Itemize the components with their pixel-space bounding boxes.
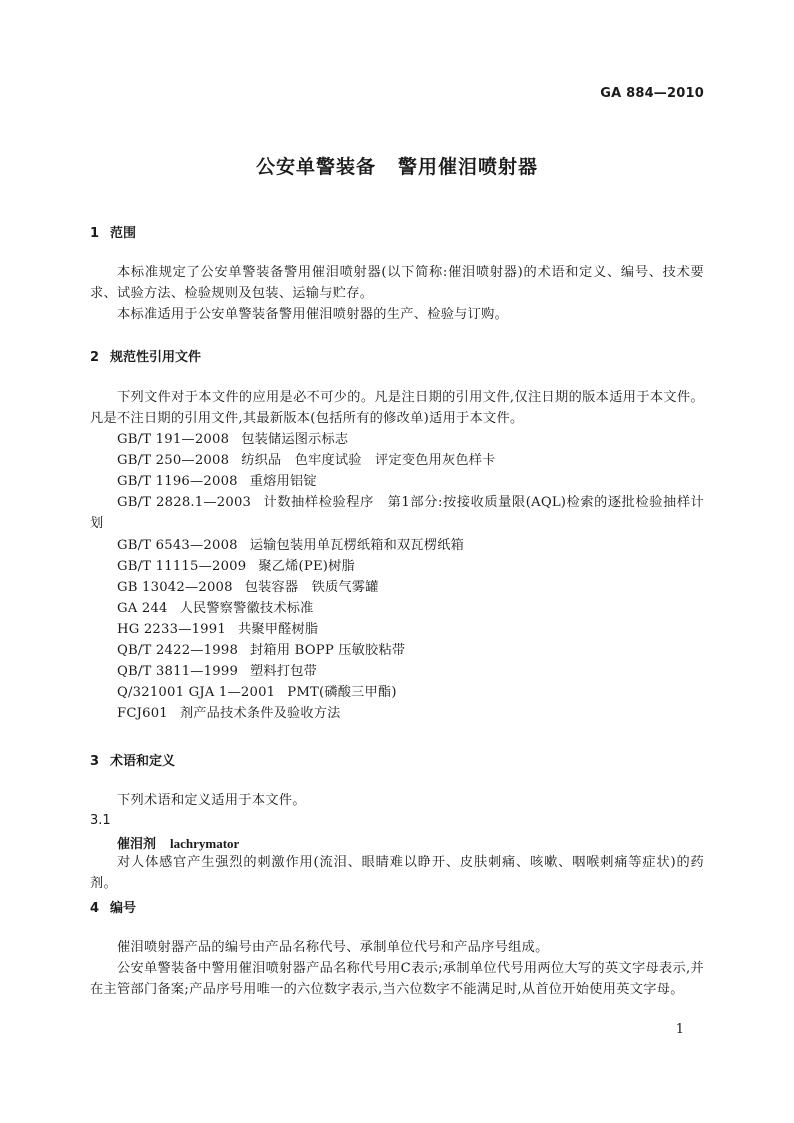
reference-item xyxy=(117,661,317,682)
reference-code: Q/321001 GJA 1—2001 xyxy=(117,685,276,700)
term-number: 3.1 xyxy=(90,813,111,828)
section-2-heading xyxy=(90,346,201,365)
reference-title: 剂产品技术条件及验收方法 xyxy=(179,706,341,721)
reference-code: GB/T 191—2008 xyxy=(117,432,230,447)
title-part-2: 警用催泪喷射器 xyxy=(398,156,539,178)
reference-title: 重熔用铝锭 xyxy=(249,474,317,489)
section-title: 规范性引用文件 xyxy=(110,350,202,365)
term-chinese: 催泪剂 xyxy=(117,837,157,852)
reference-title: 封箱用 BOPP 压敏胶粘带 xyxy=(250,643,406,658)
term-heading xyxy=(117,833,239,852)
document-title xyxy=(0,152,794,179)
section-title: 术语和定义 xyxy=(110,754,176,769)
reference-title: 运输包装用单瓦楞纸箱和双瓦楞纸箱 xyxy=(249,538,464,553)
paragraph: 催泪喷射器产品的编号由产品名称代号、承制单位代号和产品序号组成。 xyxy=(117,940,549,955)
paragraph: 本标准适用于公安单警装备警用催泪喷射器的生产、检验与订购。 xyxy=(117,307,509,322)
reference-code: GB/T 1196—2008 xyxy=(117,474,238,489)
paragraph: 本标准规定了公安单警装备警用催泪喷射器(以下简称:催泪喷射器)的术语和定义、编号、技术要求、试验方法、检验规则及包装、运输与贮存。 xyxy=(90,265,704,301)
reference-code: GB/T 2828.1—2003 xyxy=(117,495,252,510)
reference-code: QB/T 2422—1998 xyxy=(117,643,239,658)
reference-code: HG 2233—1991 xyxy=(117,622,226,637)
reference-item xyxy=(117,682,397,703)
reference-title: PMT(磷酸三甲酯) xyxy=(287,685,397,700)
section-title: 编号 xyxy=(110,901,137,916)
paragraph: 公安单警装备中警用催泪喷射器产品名称代号用C表示;承制单位代号用两位大写的英文字母表示,并在主管部门备案;产品序号用唯一的六位数字表示,当六位数字不能满足时,从首位开始使用英文字母。 xyxy=(90,961,704,997)
section-1-heading xyxy=(90,222,136,241)
reference-item xyxy=(117,577,379,598)
reference-item xyxy=(117,535,464,556)
reference-code: GB/T 6543—2008 xyxy=(117,538,238,553)
reference-title: 包装储运图示标志 xyxy=(241,432,349,447)
reference-title: 共聚甲醛树脂 xyxy=(237,622,319,637)
definition: 对人体感官产生强烈的刺激作用(流泪、眼睛难以睁开、皮肤刺痛、咳嗽、咽喉刺痛等症状)的药剂。 xyxy=(90,855,704,891)
reference-title: 包装容器 铁质气雾罐 xyxy=(244,580,379,595)
standard-number: GA 884—2010 xyxy=(600,86,704,101)
reference-item xyxy=(117,429,348,450)
reference-title: 纺织品 色牢度试验 评定变色用灰色样卡 xyxy=(241,453,496,468)
section-title: 范围 xyxy=(110,226,137,241)
reference-code: FCJ601 xyxy=(117,706,168,721)
reference-code: GB 13042—2008 xyxy=(117,580,233,595)
paragraph: 下列文件对于本文件的应用是必不可少的。凡是注日期的引用文件,仅注日期的版本适用于本文件。凡是不注日期的引用文件,其最新版本(包括所有的修改单)适用于本文件。 xyxy=(90,390,704,426)
reference-item xyxy=(117,640,405,661)
reference-item xyxy=(117,471,317,492)
reference-code: GA 244 xyxy=(117,601,168,616)
reference-item xyxy=(90,492,704,534)
reference-item xyxy=(117,598,314,619)
section-number: 4 xyxy=(90,901,100,916)
term-english: lachrymator xyxy=(170,836,240,851)
reference-title: 人民警察警徽技术标准 xyxy=(179,601,314,616)
reference-title: 聚乙烯(PE)树脂 xyxy=(258,559,355,574)
reference-item xyxy=(117,556,355,577)
reference-code: GB/T 250—2008 xyxy=(117,453,230,468)
reference-title: 塑料打包带 xyxy=(250,664,317,679)
title-part-1: 公安单警装备 xyxy=(255,156,376,178)
section-number: 2 xyxy=(90,350,100,365)
reference-item xyxy=(117,450,496,471)
section-3-heading xyxy=(90,750,175,769)
reference-title: 计数抽样检验程序 第1部分:按接收质量限(AQL)检索的逐批检验抽样计划 xyxy=(90,495,705,531)
section-4-heading xyxy=(90,897,136,916)
reference-item xyxy=(117,619,318,640)
paragraph: 下列术语和定义适用于本文件。 xyxy=(117,793,306,808)
reference-code: QB/T 3811—1999 xyxy=(117,664,239,679)
reference-item xyxy=(117,703,341,724)
reference-code: GB/T 11115—2009 xyxy=(117,559,247,574)
section-number: 3 xyxy=(90,754,100,769)
section-number: 1 xyxy=(90,226,100,241)
page-number: 1 xyxy=(675,1022,684,1037)
